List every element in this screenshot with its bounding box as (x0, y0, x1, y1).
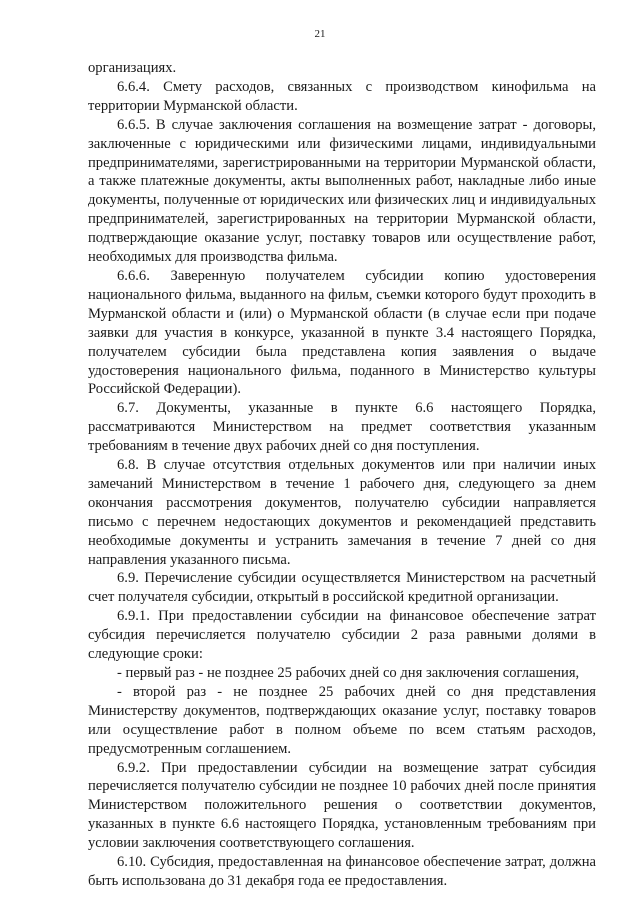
paragraph-continuation: организациях. (88, 60, 177, 76)
paragraph-6-6-4: 6.6.4. Смету расходов, связанных с производством кинофильма на территории Мурманской области. (88, 78, 596, 114)
paragraph-6-9-1: 6.9.1. При предоставлении субсидии на финансовое обеспечение затрат субсидия перечисляется получателю субсидии 2 раза равными долями в следующие сроки: (88, 608, 596, 663)
page-number: 21 (314, 28, 326, 40)
paragraph-6-9-2: 6.9.2. При предоставлении субсидии на возмещение затрат субсидия перечисляется получателю субсидии не позднее 10 рабочих дней после принятия Министерством положительного решения о соответствии документов, указанных в пункте 6.6 настоящего Порядка, установленным требованиям при условии заключения соответствующего соглашения. (88, 759, 596, 852)
paragraph-6-6-5: 6.6.5. В случае заключения соглашения на возмещение затрат - договоры, заключенные с юридическими или физическими лицами, индивидуальными предпринимателями, зарегистрированными на территории Мурманской области, а также платежные документы, акты выполненных работ, накладные либо иные документы, полученные от юридических или физических лиц и индивидуальных предпринимателей, зарегистрированных на территории Мурманской области, подтверждающие оказание услуг, поставку товаров или осуществление работ, необходимых для производства фильма. (88, 116, 596, 266)
paragraph-6-8: 6.8. В случае отсутствия отдельных документов или при наличии иных замечаний Министерством в течение 1 рабочего дня, следующего за днем окончания рассмотрения документов, получателю субсидии направляется письмо с перечнем недостающих документов и рекомендацией представить необходимые документы и устранить замечания в течение 7 дней со дня направления указанного письма. (88, 457, 596, 568)
paragraph-6-9: 6.9. Перечисление субсидии осуществляется Министерством на расчетный счет получателя субсидии, открытый в российской кредитной организации. (88, 570, 596, 606)
paragraph-6-10: 6.10. Субсидия, предоставленная на финансовое обеспечение затрат, должна быть использована до 31 декабря года ее предоставления. (88, 854, 596, 889)
paragraph-6-6-6: 6.6.6. Заверенную получателем субсидии копию удостоверения национального фильма, выданного на фильм, съемки которого будут проходить в Мурманской области и (или) о Мурманской области (в случае если при подаче заявки для участия в конкурсе, указанной в пункте 3.4 настоящего Порядка, получателем субсидии была представлена копия заявления о выдаче удостоверения национального фильма, поданного в Министерство культуры Российской Федерации). (88, 267, 596, 398)
list-item-first-payment: - первый раз - не позднее 25 рабочих дней со дня заключения соглашения, (117, 665, 580, 681)
document-body (88, 59, 596, 891)
list-item-second-payment: - второй раз - не позднее 25 рабочих дней со дня представления Министерству документов, подтверждающих оказание услуг, поставку товаров или осуществление работ в полном объеме по всем статьям расходов, предусмотренным соглашением. (88, 683, 596, 757)
paragraph-6-7: 6.7. Документы, указанные в пункте 6.6 настоящего Порядка, рассматриваются Министерством на предмет соответствия указанным требованиям в течение двух рабочих дней со дня поступления. (88, 400, 596, 455)
